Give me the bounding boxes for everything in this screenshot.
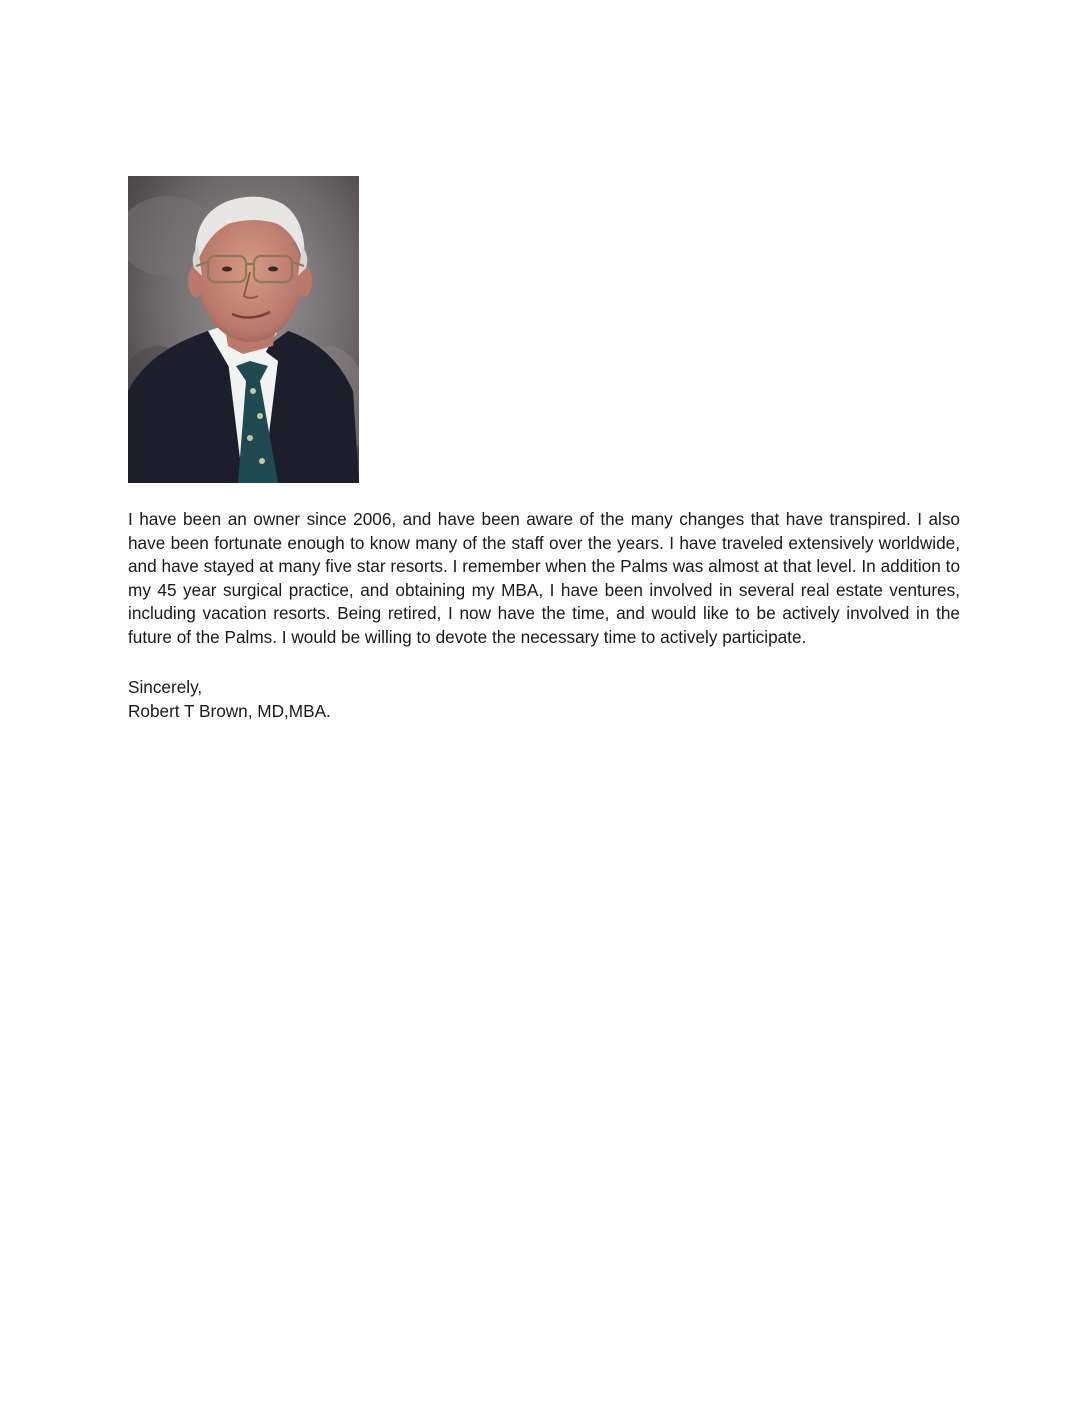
portrait-photo	[128, 176, 359, 483]
portrait-illustration	[128, 176, 359, 483]
signature-name: Robert T Brown, MD,MBA.	[128, 700, 331, 721]
closing-salutation: Sincerely,	[128, 677, 203, 697]
letter-closing-block	[128, 676, 728, 723]
letter-paragraph: I have been an owner since 2006, and have been aware of the many changes that have transpired. I also have been fortunate enough to know many of the staff over the years. I have traveled extensively worldwide, and have stayed at many five star resorts. I remember when the Palms was almost at that level. In addition to my 45 year surgical practice, and obtaining my MBA, I have been involved in several real estate ventures, including vacation resorts. Being retired, I now have the time, and would like to be actively involved in the future of the Palms. I would be willing to devote the necessary time to actively participate.	[128, 509, 960, 647]
